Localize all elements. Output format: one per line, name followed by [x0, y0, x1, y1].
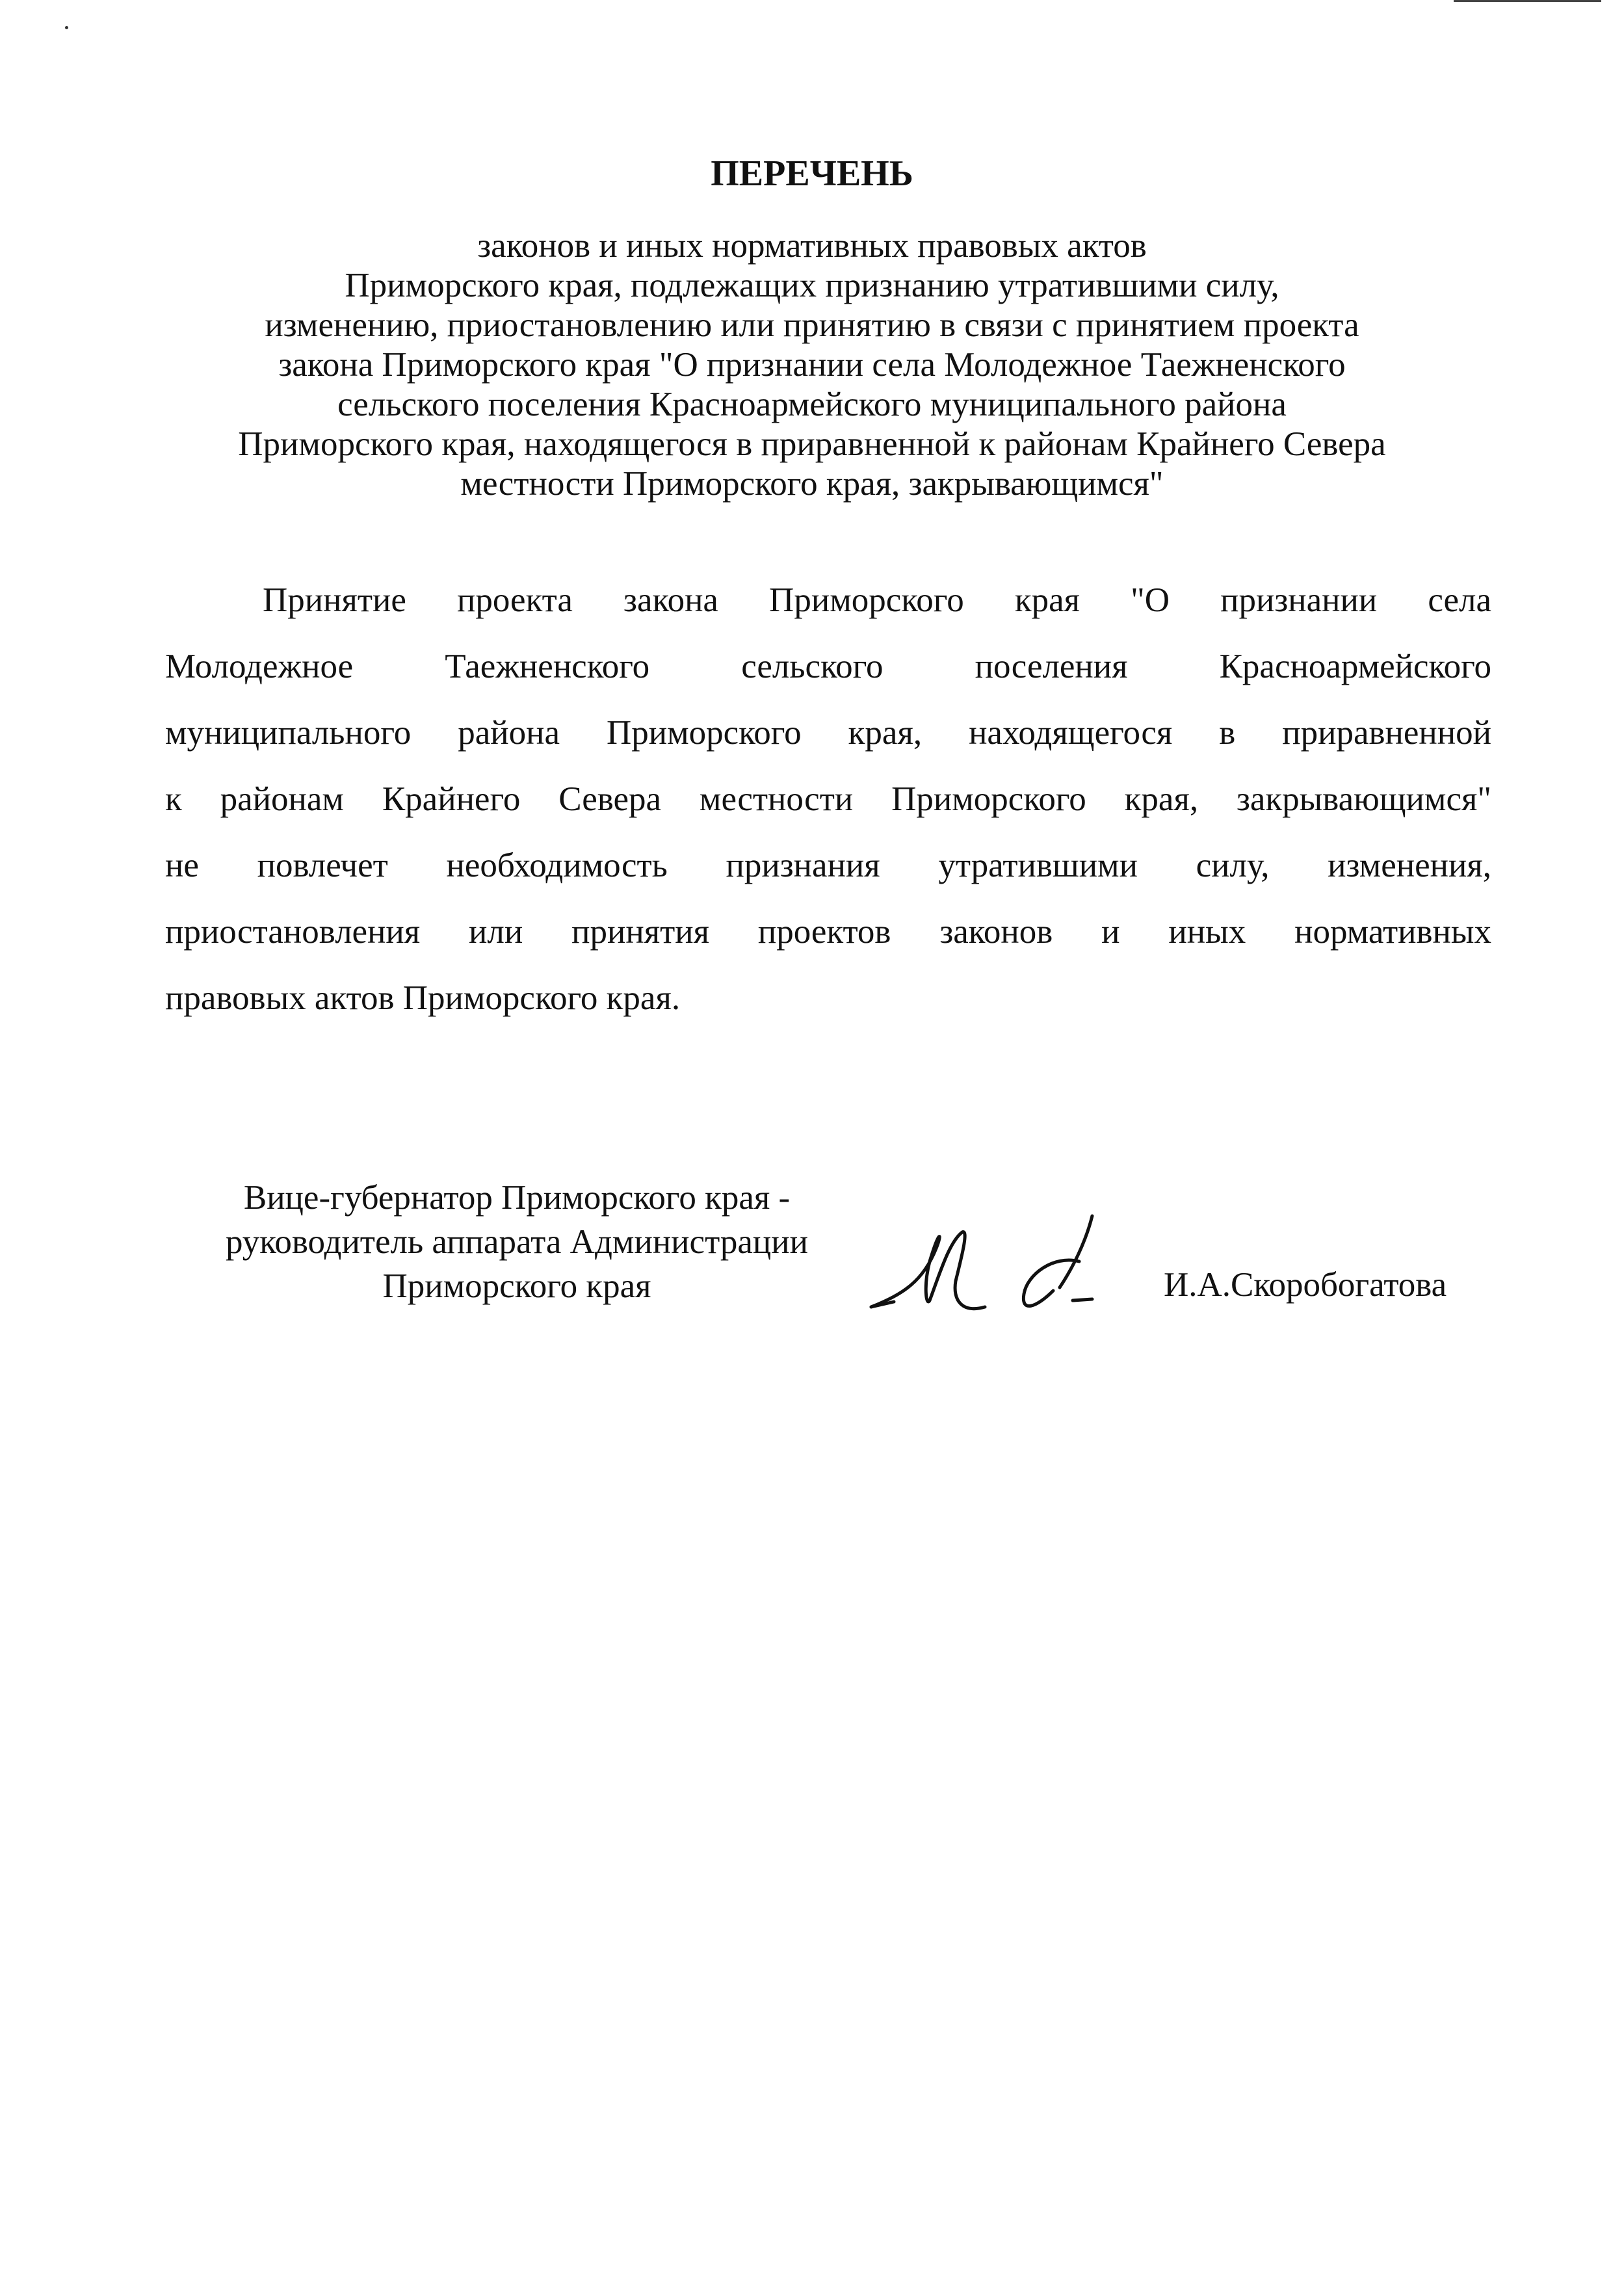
body-line: к районам Крайнего Севера местности Приморского края, закрывающимся" [165, 780, 1491, 818]
subtitle-line: сельского поселения Красноармейского муниципального района [337, 386, 1287, 423]
handwritten-signature [865, 1209, 1164, 1326]
position-line: Вице-губернатор Приморского края - [243, 1179, 791, 1217]
subtitle-line: Приморского края, находящегося в приравненной к районам Крайнего Севера [238, 425, 1386, 463]
body-line: не повлечет необходимость признания утратившими силу, изменения, [165, 847, 1491, 884]
position-line: руководитель аппарата Администрации [225, 1223, 808, 1261]
subtitle-line: Приморского края, подлежащих признанию утратившими силу, [345, 267, 1279, 304]
scan-edge-line [1454, 0, 1601, 2]
subtitle-line: закона Приморского края "О признании села Молодежное Таежненского [278, 346, 1346, 384]
body-line: приостановления или принятия проектов законов и иных нормативных [165, 913, 1491, 951]
subtitle-line: изменению, приостановлению или принятию в связи с принятием проекта [265, 306, 1359, 344]
position-line: Приморского края [382, 1267, 651, 1305]
scan-speck [65, 26, 68, 29]
body-line: Принятие проекта закона Приморского края "О признании села [263, 581, 1491, 619]
body-line: Молодежное Таежненского сельского поселения Красноармейского [165, 648, 1491, 685]
body-line: муниципального района Приморского края, находящегося в приравненной [165, 714, 1491, 752]
body-line: правовых актов Приморского края. [165, 979, 681, 1017]
subtitle-line: местности Приморского края, закрывающимся" [460, 465, 1164, 503]
document-title: ПЕРЕЧЕНЬ [711, 153, 913, 194]
signatory-name: И.А.Скоробогатова [1164, 1266, 1447, 1304]
subtitle-line: законов и иных нормативных правовых актов [477, 227, 1147, 265]
